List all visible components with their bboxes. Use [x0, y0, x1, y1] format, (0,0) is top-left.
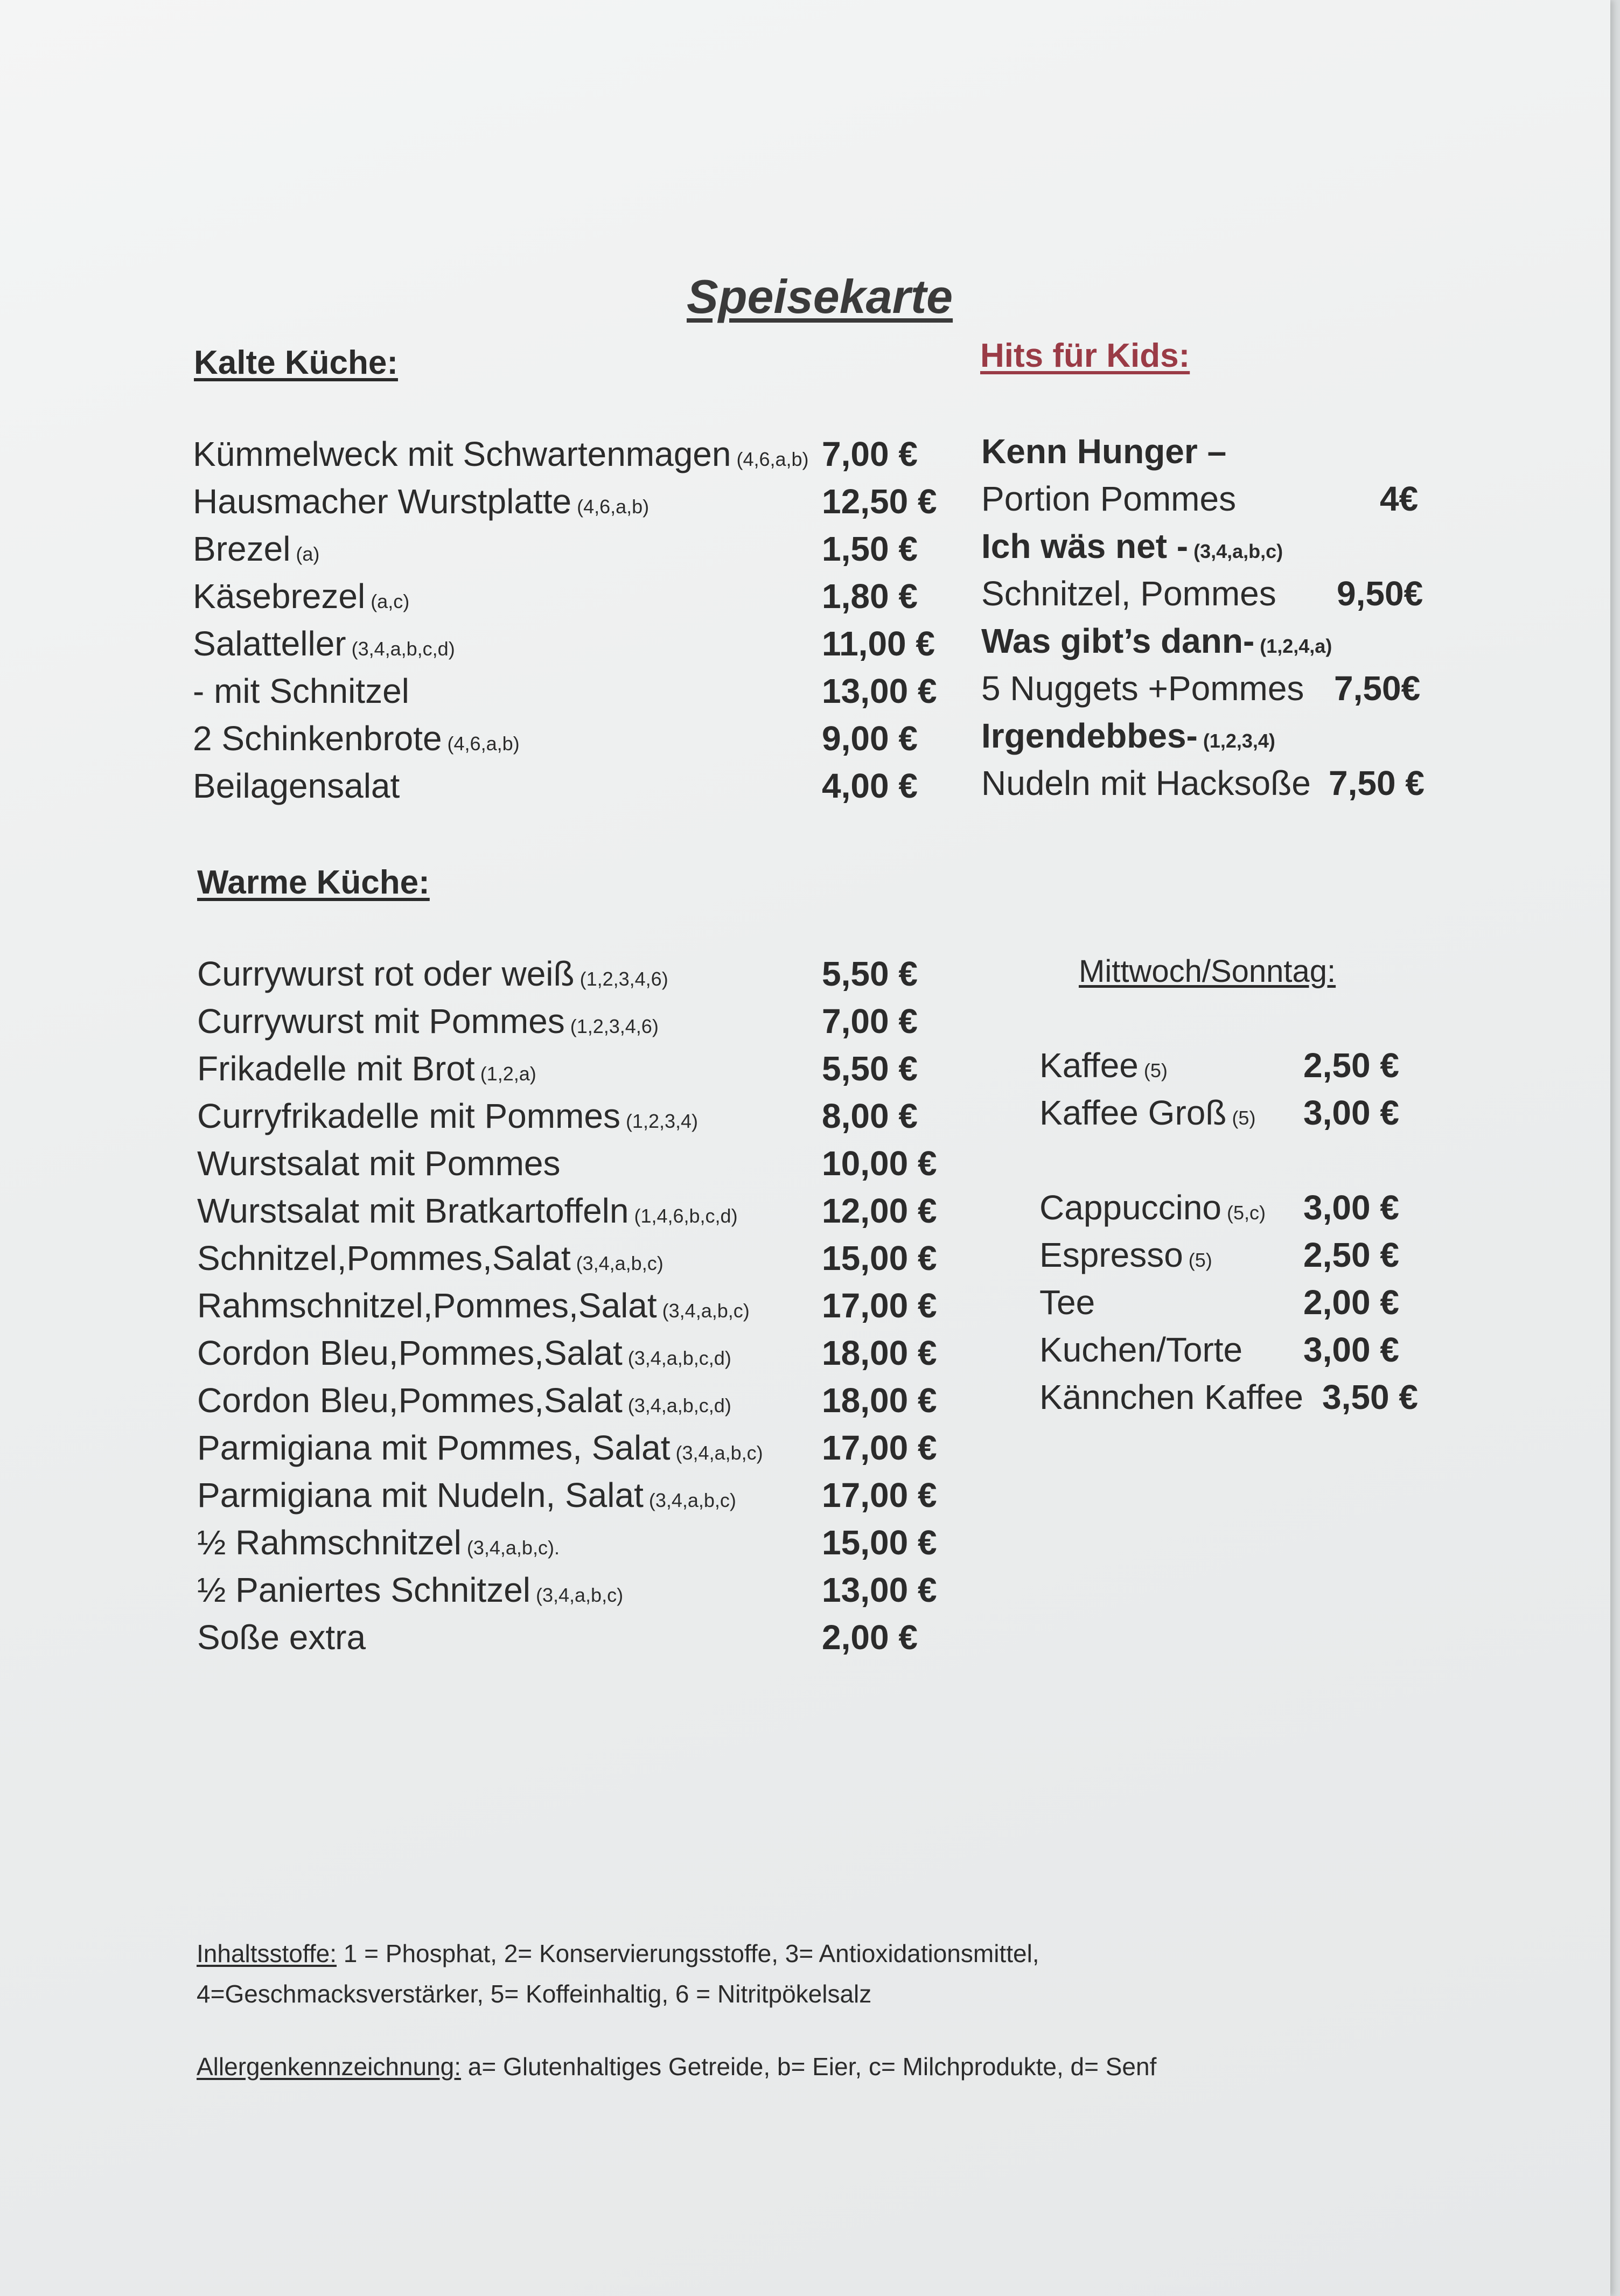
mittwoch-list-item [1039, 1184, 1427, 1232]
kalte-kueche-list [193, 431, 947, 810]
item-label: Cappuccino [1039, 1188, 1221, 1227]
item-name [981, 479, 1236, 519]
warme-list-item [197, 1472, 951, 1519]
item-price: 2,50 € [1303, 1236, 1399, 1274]
item-allergens: (4,6,a,b) [736, 448, 809, 470]
item-name [197, 1333, 731, 1373]
item-name [1039, 1330, 1242, 1370]
item-label: Was gibt’s dann- [981, 622, 1255, 660]
warme-list-item [197, 1093, 951, 1140]
item-label: Rahmschnitzel,Pommes,Salat [197, 1286, 657, 1325]
warme-list-item [197, 1282, 951, 1330]
item-label: 2 Schinkenbrote [193, 719, 442, 758]
warme-list-item [197, 1140, 951, 1188]
item-allergens: (1,2,3,4) [1203, 730, 1275, 752]
item-name [197, 1523, 560, 1562]
item-price: 17,00 € [822, 1286, 937, 1325]
item-name [1039, 1377, 1303, 1417]
footer-inhaltsstoffe-line2: 4=Geschmacksverstärker, 5= Koffeinhaltig, 6 = Nitritpökelsalz [197, 1980, 872, 2008]
warme-list-item [197, 1045, 951, 1093]
item-price: 18,00 € [822, 1334, 937, 1372]
item-price: 4,00 € [822, 766, 918, 805]
item-label: Kenn Hunger – [981, 432, 1227, 471]
kalte-list-item [193, 763, 947, 810]
item-price: 3,00 € [1303, 1330, 1399, 1369]
item-price: 12,50 € [822, 482, 937, 521]
item-price: 18,00 € [822, 1381, 937, 1420]
kalte-list-item [193, 620, 947, 668]
footer-allergene [197, 2052, 1156, 2081]
item-name [1039, 1093, 1255, 1133]
inhaltsstoffe-label: Inhaltsstoffe: [197, 1939, 337, 1967]
kids-list [981, 428, 1423, 807]
item-price: 9,50€ [1337, 574, 1423, 613]
kids-list-item [981, 760, 1423, 807]
item-allergens: (5,c) [1227, 1202, 1266, 1224]
item-price: 7,50€ [1334, 669, 1421, 708]
item-price: 8,00 € [822, 1097, 918, 1135]
item-allergens: (3,4,a,b,c) [662, 1300, 750, 1322]
item-name [197, 1001, 659, 1041]
item-name [193, 671, 409, 711]
item-allergens: (1,2,4,a) [1260, 635, 1332, 657]
item-price: 3,00 € [1303, 1093, 1399, 1132]
warme-list-item [197, 1235, 951, 1282]
item-name [1039, 1188, 1266, 1227]
item-name [197, 1428, 763, 1468]
warme-kueche-list [197, 951, 951, 1662]
item-label: Wurstsalat mit Pommes [197, 1144, 561, 1183]
item-label: Espresso [1039, 1236, 1183, 1274]
item-price: 17,00 € [822, 1428, 937, 1467]
item-label: Brezel [193, 529, 291, 568]
item-label: Irgendebbes- [981, 716, 1198, 755]
kalte-list-item [193, 431, 947, 478]
warme-list-item [197, 1377, 951, 1425]
item-allergens: (3,4,a,b,c) [536, 1584, 624, 1606]
item-name [1039, 1282, 1095, 1322]
item-label: Kümmelweck mit Schwartenmagen [193, 435, 731, 473]
item-label: Hausmacher Wurstplatte [193, 482, 572, 521]
item-allergens: (5) [1143, 1059, 1168, 1081]
item-name [1039, 1235, 1212, 1275]
item-price: 3,00 € [1303, 1188, 1399, 1227]
item-price: 7,50 € [1329, 764, 1425, 802]
kids-list-item [981, 713, 1423, 760]
kids-list-item [981, 618, 1423, 665]
item-price: 2,00 € [822, 1618, 918, 1657]
item-name [193, 718, 520, 758]
item-label: Ich wäs net - [981, 527, 1189, 566]
item-allergens: (3,4,a,b,c,d) [627, 1347, 731, 1369]
item-name [197, 1286, 750, 1325]
warme-list-item [197, 1567, 951, 1614]
item-label: Tee [1039, 1283, 1095, 1322]
item-name [193, 766, 400, 806]
item-price: 11,00 € [822, 624, 935, 663]
item-label: Cordon Bleu,Pommes,Salat [197, 1381, 623, 1420]
warme-list-item [197, 1519, 951, 1567]
item-name [197, 1617, 366, 1657]
allergen-text: a= Glutenhaltiges Getreide, b= Eier, c= Milchprodukte, d= Senf [461, 2053, 1157, 2081]
item-label: Currywurst rot oder weiß [197, 954, 575, 993]
item-label: Parmigiana mit Pommes, Salat [197, 1428, 671, 1467]
heading-warme-kueche: Warme Küche: [197, 864, 430, 901]
mittwoch-sonntag-list [1039, 1042, 1427, 1421]
footer-inhaltsstoffe-line1 [197, 1939, 1039, 1968]
item-name [197, 1049, 536, 1088]
item-name [981, 716, 1275, 756]
item-price: 13,00 € [822, 1571, 937, 1609]
item-name [197, 1143, 561, 1183]
item-price: 5,50 € [822, 954, 918, 993]
heading-mittwoch-sonntag: Mittwoch/Sonntag: [1079, 954, 1336, 989]
item-price: 7,00 € [822, 1002, 918, 1041]
item-price: 12,00 € [822, 1191, 937, 1230]
item-name [197, 1238, 664, 1278]
warme-list-item [197, 998, 951, 1045]
item-price: 5,50 € [822, 1049, 918, 1088]
item-price: 15,00 € [822, 1239, 937, 1278]
item-label: - mit Schnitzel [193, 672, 409, 710]
heading-kids: Hits für Kids: [980, 337, 1190, 374]
item-allergens: (5) [1188, 1249, 1212, 1271]
item-label: Cordon Bleu,Pommes,Salat [197, 1334, 623, 1372]
item-label: Wurstsalat mit Bratkartoffeln [197, 1191, 629, 1230]
item-allergens: (a) [296, 543, 320, 565]
item-name [193, 624, 455, 664]
item-price: 1,50 € [822, 529, 918, 568]
item-price: 13,00 € [822, 672, 937, 710]
kalte-list-item [193, 526, 947, 573]
item-name [981, 763, 1311, 803]
item-label: Kaffee Groß [1039, 1093, 1227, 1132]
item-label: Soße extra [197, 1618, 366, 1657]
mittwoch-list-item [1039, 1042, 1427, 1090]
item-allergens: (3,4,a,b,c). [466, 1537, 560, 1559]
item-name [197, 1096, 698, 1136]
item-label: Curryfrikadelle mit Pommes [197, 1097, 620, 1135]
item-allergens: (1,2,3,4,6) [579, 968, 668, 990]
item-label: Käsebrezel [193, 577, 366, 616]
kids-list-item [981, 428, 1423, 476]
item-label: Kännchen Kaffee [1039, 1378, 1303, 1416]
item-label: Schnitzel, Pommes [981, 574, 1276, 613]
item-label: Kaffee [1039, 1046, 1139, 1085]
item-allergens: (3,4,a,b,c) [1193, 540, 1283, 562]
item-price: 9,00 € [822, 719, 918, 758]
item-label: Schnitzel,Pommes,Salat [197, 1239, 571, 1278]
item-label: Salatteller [193, 624, 346, 663]
kalte-list-item [193, 478, 947, 526]
item-price: 4€ [1380, 479, 1419, 518]
item-name [197, 1570, 623, 1610]
item-price: 7,00 € [822, 435, 918, 473]
kids-list-item [981, 523, 1423, 570]
warme-list-item [197, 1188, 951, 1235]
item-name [981, 621, 1332, 661]
item-name [193, 576, 409, 616]
item-label: Kuchen/Torte [1039, 1330, 1243, 1369]
item-allergens: (1,4,6,b,c,d) [634, 1205, 738, 1227]
item-label: ½ Paniertes Schnitzel [197, 1571, 530, 1609]
warme-list-item [197, 951, 951, 998]
item-name [981, 668, 1304, 708]
kalte-list-item [193, 668, 947, 715]
mittwoch-list-item [1039, 1137, 1427, 1184]
item-allergens: (5) [1232, 1107, 1256, 1129]
allergen-label: Allergenkennzeichnung: [197, 2053, 462, 2081]
item-label: Nudeln mit Hacksoße [981, 764, 1311, 802]
item-price: 15,00 € [822, 1523, 937, 1562]
item-label: Beilagensalat [193, 766, 400, 805]
item-name [981, 431, 1226, 471]
item-allergens: (1,2,3,4) [625, 1110, 699, 1132]
item-price: 3,50 € [1322, 1378, 1418, 1416]
item-name [193, 481, 649, 521]
item-allergens: (a,c) [371, 590, 410, 612]
item-allergens: (1,2,3,4,6) [570, 1015, 659, 1037]
kalte-list-item [193, 715, 947, 763]
warme-list-item [197, 1425, 951, 1472]
item-name [981, 526, 1283, 566]
item-label: Portion Pommes [981, 479, 1237, 518]
item-name [981, 574, 1276, 613]
item-label: 5 Nuggets +Pommes [981, 669, 1304, 708]
mittwoch-list-item [1039, 1090, 1427, 1137]
kalte-list-item [193, 573, 947, 620]
item-allergens: (3,4,a,b,c) [648, 1489, 736, 1511]
item-allergens: (3,4,a,b,c) [576, 1252, 664, 1274]
item-price: 10,00 € [822, 1144, 937, 1183]
item-label: Frikadelle mit Brot [197, 1049, 475, 1088]
kids-list-item [981, 570, 1423, 618]
item-price: 2,00 € [1303, 1283, 1399, 1322]
kids-list-item [981, 665, 1423, 713]
mittwoch-list-item [1039, 1279, 1427, 1327]
page-title: Speisekarte [687, 270, 953, 323]
item-name [197, 1191, 738, 1231]
item-allergens: (1,2,a) [480, 1063, 536, 1085]
item-name [197, 1475, 736, 1515]
item-name [193, 529, 319, 569]
item-allergens: (3,4,a,b,c) [675, 1442, 763, 1464]
item-price: 2,50 € [1303, 1046, 1399, 1085]
item-name [197, 1380, 731, 1420]
item-label: Parmigiana mit Nudeln, Salat [197, 1476, 644, 1515]
item-name [1039, 1045, 1168, 1085]
item-allergens: (4,6,a,b) [447, 732, 520, 755]
item-name [197, 954, 668, 994]
item-price: 17,00 € [822, 1476, 937, 1515]
warme-list-item [197, 1614, 951, 1662]
warme-list-item [197, 1330, 951, 1377]
inhaltsstoffe-text: 1 = Phosphat, 2= Konservierungsstoffe, 3= Antioxidationsmittel, [337, 1939, 1039, 1967]
heading-kalte-kueche: Kalte Küche: [194, 344, 398, 381]
item-allergens: (4,6,a,b) [577, 496, 650, 518]
mittwoch-list-item [1039, 1232, 1427, 1279]
item-name [193, 434, 809, 474]
item-label: Currywurst mit Pommes [197, 1002, 565, 1041]
mittwoch-list-item [1039, 1374, 1427, 1421]
item-allergens: (3,4,a,b,c,d) [351, 638, 455, 660]
mittwoch-list-item [1039, 1327, 1427, 1374]
kids-list-item [981, 476, 1423, 523]
item-label: ½ Rahmschnitzel [197, 1523, 462, 1562]
item-price: 1,80 € [822, 577, 918, 616]
item-allergens: (3,4,a,b,c,d) [627, 1394, 731, 1416]
